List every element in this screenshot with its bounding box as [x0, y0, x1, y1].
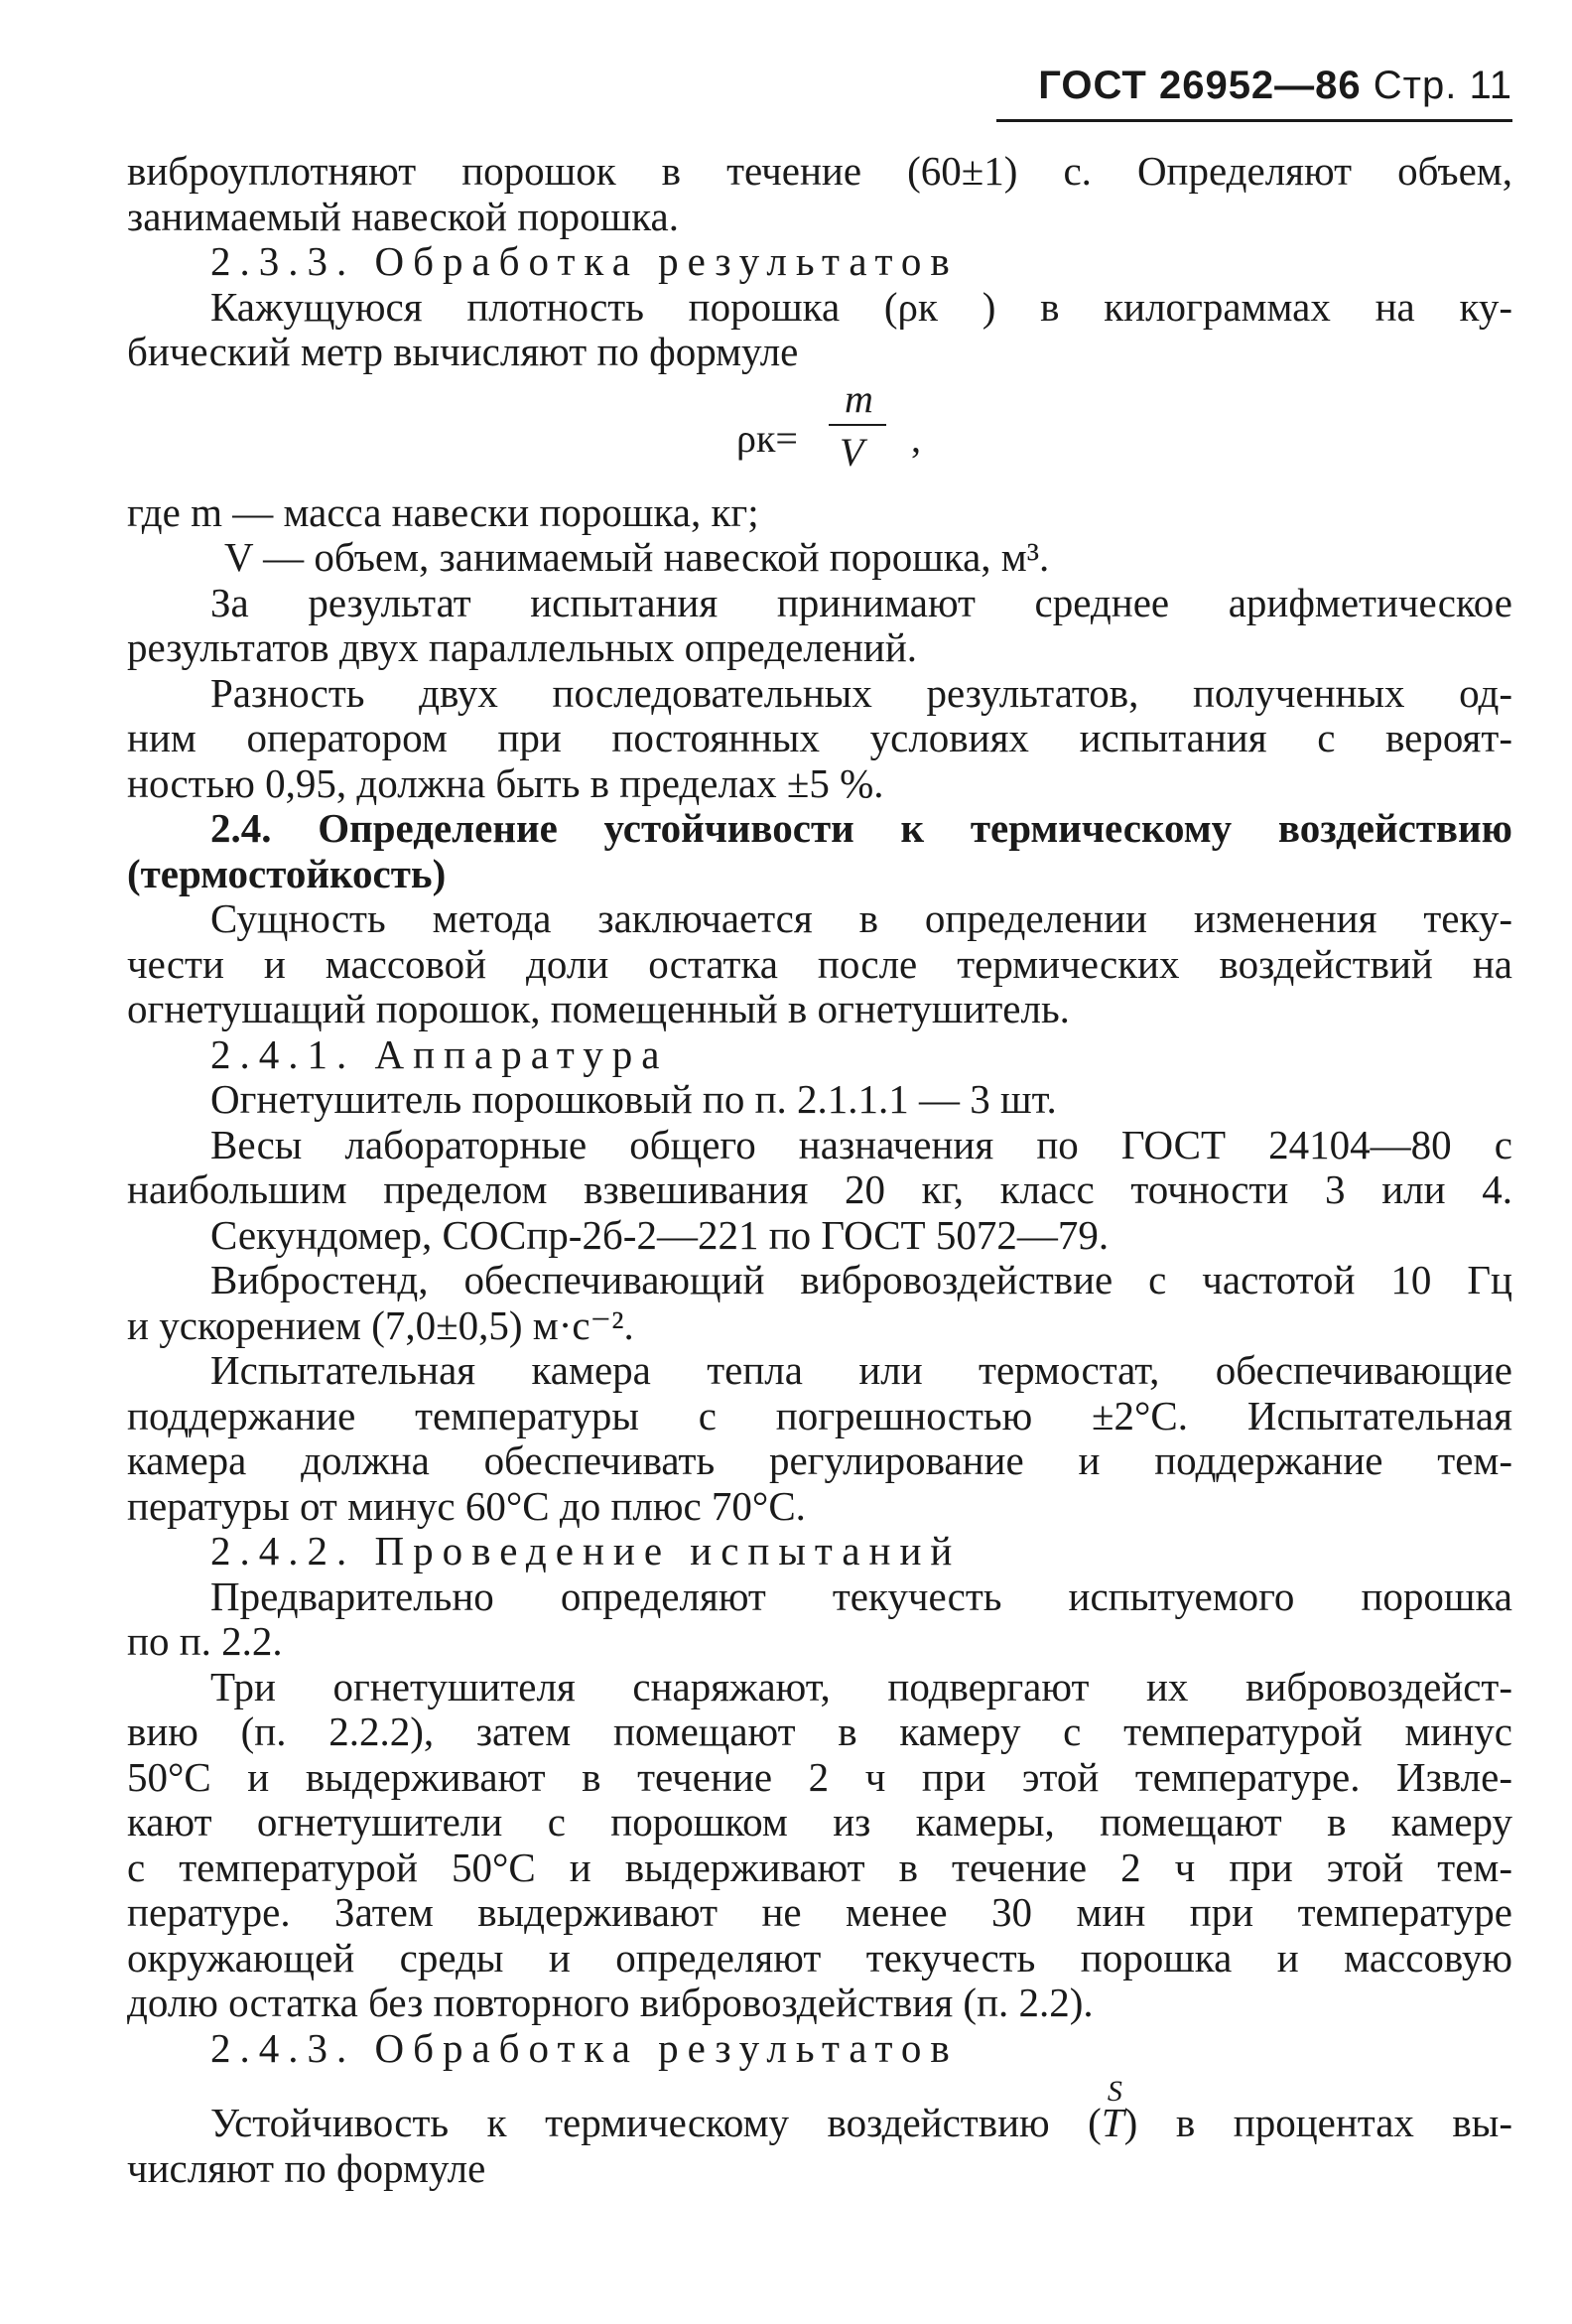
text-line: занимаемый навеской порошка. — [127, 193, 679, 239]
text-line: Разность двух последовательных результатов, полученных од- — [210, 669, 1512, 716]
text-line: и ускорением (7,0±0,5) м·с⁻². — [127, 1301, 634, 1348]
header-rule — [996, 119, 1512, 122]
text-line: Кажущуюся плотность порошка (ρк ) в килограммах на ку- — [210, 283, 1512, 330]
text-line: окружающей среды и определяют текучесть порошка и массовую — [127, 1934, 1512, 1981]
text-line: долю остатка без повторного вибровоздействия (п. 2.2). — [127, 1980, 1094, 2025]
text-line — [127, 2075, 1512, 2146]
text-line: Огнетушитель порошковый по п. 2.1.1.1 — 3 шт. — [210, 1076, 1057, 1122]
section-heading-2-3-3: 2.3.3. Обработка результатов — [210, 238, 959, 284]
formula-lhs: ρк= — [736, 415, 798, 461]
standard-code: ГОСТ 26952—86 — [1038, 64, 1362, 107]
formula-comma: , — [911, 415, 921, 461]
text-line: За результат испытания принимают среднее арифметическое — [210, 579, 1512, 625]
text-line: вию (п. 2.2.2), затем помещают в камеру с температурой минус — [127, 1709, 1512, 1754]
text-line: результатов двух параллельных определений. — [127, 624, 918, 670]
text-line: Секундомер, СОСпр-2б-2—221 по ГОСТ 5072—79. — [210, 1211, 1110, 1258]
text-line: бический метр вычисляют по формуле — [127, 329, 799, 374]
text-line: по п. 2.2. — [127, 1618, 283, 1664]
text-line: камера должна обеспечивать регулирование и поддержание тем- — [127, 1437, 1512, 1483]
text-segment: Устойчивость к термическому воздействию ( — [210, 2100, 1102, 2145]
section-heading-2-4-cont: (термостойкость) — [127, 850, 447, 896]
text-line: виброуплотняют порошок в течение (60±1) с. Определяют объем, — [127, 148, 1512, 194]
text-line: с температурой 50°С и выдерживают в течение 2 ч при этой тем- — [127, 1844, 1512, 1890]
text-line: 50°С и выдерживают в течение 2 ч при этой температуре. Извле- — [127, 1753, 1512, 1800]
text-line: Весы лабораторные общего назначения по ГОСТ 24104—80 с — [210, 1121, 1512, 1167]
symbol-base: T — [1101, 2100, 1124, 2145]
formula-denominator: V — [840, 429, 864, 475]
text-line: Предварительно определяют текучесть испытуемого порошка — [210, 1572, 1512, 1619]
text-line: чести и массовой доли остатка после термических воздействий на — [127, 940, 1512, 987]
text-line: Три огнетушителя снаряжают, подвергают их вибровоздейст- — [210, 1663, 1512, 1709]
text-line: V — объем, занимаемый навеской порошка, м³. — [224, 534, 1050, 580]
text-line: наибольшим пределом взвешивания 20 кг, класс точности 3 или 4. — [127, 1166, 1512, 1212]
text-line: Сущность метода заключается в определении изменения теку- — [210, 895, 1512, 941]
symbol-superscript: S — [1107, 2075, 1122, 2108]
text-line: пературе. Затем выдерживают не менее 30 мин при температуре — [127, 1889, 1512, 1935]
section-heading-2-4-1: 2.4.1. Аппаратура — [210, 1030, 669, 1077]
fraction-bar — [829, 424, 886, 426]
text-line: пературы от минус 60°С до плюс 70°С. — [127, 1482, 806, 1529]
text-segment: ) в процентах вы- — [1123, 2100, 1512, 2145]
page-number: Стр. 11 — [1373, 64, 1512, 107]
text-line: ним оператором при постоянных условиях испытания с вероят- — [127, 715, 1512, 760]
document-body — [127, 149, 1512, 2191]
page-header — [1038, 58, 1512, 113]
symbol-t-s — [1101, 2075, 1124, 2146]
text-line: кают огнетушители с порошком из камеры, помещают в камеру — [127, 1799, 1512, 1845]
text-line: ностью 0,95, должна быть в пределах ±5 %. — [127, 759, 884, 806]
formula-numerator: m — [845, 375, 873, 421]
text-line: где m — масса навески порошка, кг; — [127, 488, 759, 535]
text-line: Испытательная камера тепла или термостат, обеспечивающие — [210, 1347, 1512, 1393]
text-line: огнетушащий порошок, помещенный в огнетушитель. — [127, 986, 1070, 1031]
density-formula — [127, 375, 1512, 490]
section-heading-2-4: 2.4. Определение устойчивости к термическому воздействию — [210, 805, 1512, 851]
text-line: поддержание температуры с погрешностью ±2°С. Испытательная — [127, 1392, 1512, 1438]
section-heading-2-4-3: 2.4.3. Обработка результатов — [210, 2024, 959, 2071]
text-line: Вибростенд, обеспечивающий вибровоздействие с частотой 10 Гц — [210, 1257, 1512, 1302]
text-line: числяют по формуле — [127, 2144, 486, 2191]
section-heading-2-4-2: 2.4.2. Проведение испытаний — [210, 1528, 962, 1573]
